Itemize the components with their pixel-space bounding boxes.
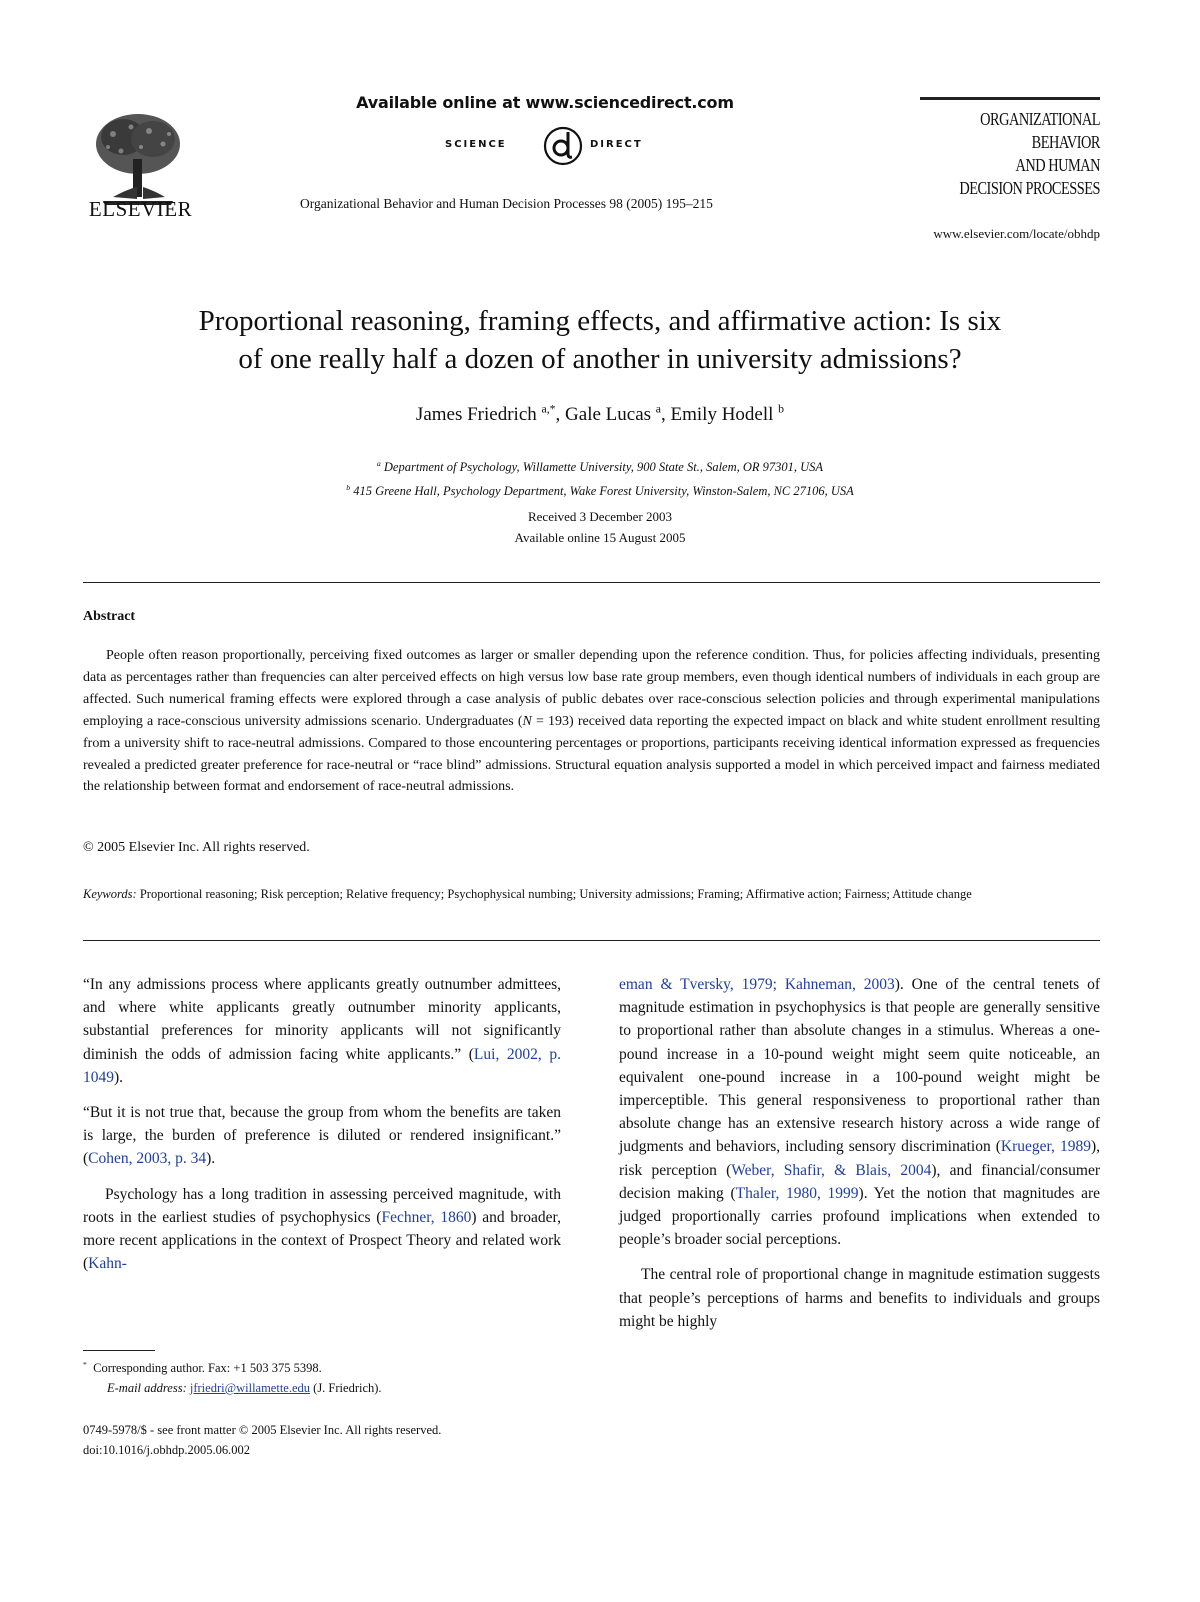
author-list: James Friedrich $^{a,*}$, Gale Lucas $^a$, Emily Hodell $^b$ bbox=[415, 402, 785, 425]
author-affil-mark[interactable]: a,* bbox=[541, 402, 556, 416]
citation-link[interactable]: Kahn- bbox=[88, 1255, 127, 1273]
affiliation-text: 415 Greene Hall, Psychology Department, Wake Forest University, Winston-Salem, NC 27106, USA bbox=[353, 484, 854, 498]
quote-text: ). bbox=[206, 1150, 216, 1168]
affiliation bbox=[60, 460, 1140, 475]
email-note bbox=[83, 1378, 563, 1398]
abstract-copyright: © 2005 Elsevier Inc. All rights reserved. bbox=[83, 840, 310, 855]
corresponding-author-note bbox=[83, 1358, 563, 1378]
sd-logo-left-text: SCIENCE bbox=[445, 139, 507, 150]
citation-link[interactable]: eman & Tversky, 1979; Kahneman, 2003 bbox=[619, 976, 895, 993]
author-name: Gale Lucas bbox=[565, 404, 652, 425]
available-online-banner: Available online at www.sciencedirect.com bbox=[356, 93, 734, 112]
paper-title bbox=[60, 302, 1140, 378]
footnote-text: Corresponding author. Fax: +1 503 375 5398. bbox=[93, 1361, 322, 1375]
keywords-label: Keywords: bbox=[83, 887, 137, 901]
journal-name-line: DECISION PROCESSES bbox=[959, 178, 1100, 198]
body-paragraph bbox=[83, 1183, 561, 1276]
abstract-text-part: = 193) received data reporting the expected impact on black and white student enrollment resulting from a university shift to race-neutral admissions. Compared to those encountering percentages or proportions, participants receiving identical information expressed as frequencies revealed a predicted greater preference for race-neutral or “race blind” admissions. Structural equation analysis supported a model in which perceived impact and fairness mediated the relationship between format and endorsement of race-neutral admissions. bbox=[83, 713, 1100, 795]
received-date: Received 3 December 2003 bbox=[527, 509, 673, 524]
paragraph-text: ) and broader, more recent applications in the context of Prospect Theory and related work ( bbox=[83, 1208, 561, 1273]
paragraph-text: Psychology has a long tradition in assessing perceived magnitude, with roots in the earliest studies of psychophysics ( bbox=[83, 1185, 561, 1226]
quote-text: ). bbox=[114, 1068, 124, 1086]
title-line: of one really half a dozen of another in university admissions? bbox=[238, 343, 962, 375]
citation-link[interactable]: Cohen, 2003, p. 34 bbox=[88, 1150, 207, 1168]
keywords bbox=[83, 883, 1100, 905]
body-paragraph: The central role of proportional change in magnitude estimation suggests that people’s perceptions of harms and benefits to individuals and groups might be highly bbox=[619, 1266, 1100, 1330]
journal-name-line: ORGANIZATIONAL bbox=[980, 109, 1100, 129]
email-label: E-mail address: bbox=[107, 1381, 187, 1395]
abstract-heading: Abstract bbox=[83, 609, 136, 624]
journal-name-line: BEHAVIOR bbox=[1031, 132, 1100, 152]
keywords-text: Proportional reasoning; Risk perception; Relative frequency; Psychophysical numbing; University admissions; Framing; Affirmative action; Fairness; Attitude change bbox=[139, 887, 972, 901]
body-column-left bbox=[83, 973, 561, 1287]
epigraph-quote bbox=[83, 1101, 561, 1171]
citation-link[interactable]: Lui, 2002, p. 1049 bbox=[83, 1045, 562, 1086]
author-affil-mark[interactable]: b bbox=[778, 402, 785, 416]
body-paragraph bbox=[619, 973, 1100, 1251]
author-affil-mark[interactable]: a bbox=[655, 402, 662, 416]
journal-name-box bbox=[920, 97, 1100, 200]
doi-line[interactable]: doi:10.1016/j.obhdp.2005.06.002 bbox=[83, 1443, 251, 1457]
paragraph-text: ). Yet the notion that magnitudes are judged proportionally carries profound implications when extended to people’s broader social perceptions. bbox=[619, 1184, 1100, 1249]
citation-link[interactable]: Thaler, 1980, 1999 bbox=[735, 1184, 859, 1202]
footnote bbox=[83, 1358, 563, 1398]
footnote-mark: * bbox=[83, 1359, 87, 1369]
body-column-right bbox=[619, 973, 1100, 1345]
affiliation-mark: b bbox=[346, 482, 351, 492]
journal-citation: Organizational Behavior and Human Decision Processes 98 (2005) 195–215 bbox=[300, 196, 713, 211]
author-name: Emily Hodell bbox=[670, 404, 774, 425]
journal-name-line: AND HUMAN bbox=[1015, 155, 1100, 175]
affiliation bbox=[60, 484, 1140, 499]
abstract-text bbox=[83, 645, 1100, 798]
email-link[interactable]: jfriedri@willamette.edu bbox=[189, 1381, 311, 1395]
publisher-name: ELSEVIER bbox=[88, 197, 193, 221]
citation-link[interactable]: Weber, Shafir, & Blais, 2004 bbox=[731, 1161, 932, 1179]
title-line: Proportional reasoning, framing effects, and affirmative action: Is six bbox=[198, 305, 1002, 337]
citation-link[interactable]: Krueger, 1989 bbox=[1000, 1138, 1091, 1156]
front-matter bbox=[83, 1420, 583, 1460]
quote-text: “But it is not true that, because the group from whom the benefits are taken is large, the burden of preference is diluted or rendered insignificant.” ( bbox=[83, 1104, 561, 1168]
issn-line: 0749-5978/$ - see front matter © 2005 Elsevier Inc. All rights reserved. bbox=[83, 1423, 442, 1437]
citation-link[interactable]: Fechner, 1860 bbox=[381, 1208, 472, 1226]
online-date: Available online 15 August 2005 bbox=[514, 530, 686, 545]
epigraph-quote bbox=[83, 973, 561, 1089]
affiliation-text: Department of Psychology, Willamette University, 900 State St., Salem, OR 97301, USA bbox=[383, 460, 824, 474]
n-symbol: N bbox=[522, 713, 532, 729]
divider bbox=[83, 582, 1100, 583]
author-name: James Friedrich bbox=[415, 404, 537, 425]
journal-url[interactable]: www.elsevier.com/locate/obhdp bbox=[933, 226, 1100, 241]
email-suffix: (J. Friedrich). bbox=[313, 1381, 382, 1395]
paragraph-text: ), and financial/consumer decision making ( bbox=[619, 1161, 1101, 1202]
abstract-text-part: People often reason proportionally, perceiving fixed outcomes as larger or smaller depending upon the reference condition. Thus, for policies affecting individuals, presenting data as percentages rather than frequencies can alter perceived effects on high versus low base rate group members, even though identical numbers of individuals in each group are affected. Such numerical framing effects were explored through a case analysis of public debates over race-conscious selection policies and through experimental manipulations employing a race-conscious university admissions scenario. Undergraduates ( bbox=[83, 648, 1100, 729]
sciencedirect-at-logo-icon bbox=[541, 124, 585, 168]
sd-logo-right-text: DIRECT bbox=[590, 139, 643, 150]
quote-text: “In any admissions process where applicants greatly outnumber admittees, and where white applicants greatly outnumber minority applicants, substantial preferences for minority applicants will not significantly diminish the odds of admission facing white applicants.” ( bbox=[83, 976, 561, 1063]
divider bbox=[83, 940, 1100, 941]
footnote-divider bbox=[83, 1350, 155, 1351]
affiliation-mark: a bbox=[376, 458, 381, 468]
paragraph-text: ), risk perception ( bbox=[619, 1138, 1100, 1179]
paragraph-text: ). One of the central tenets of magnitude estimation in psychophysics is that people are generally sensitive to proportional rather than absolute changes in a stimulus. Whereas a one-pound increase in a 10-pound weight might seem quite noticeable, an equivalent one-pound increase in a 100-pound weight might be imperceptible. This general responsiveness to proportional rather than absolute change has an extensive research history across a wide range of judgments and behaviors, including sensory discrimination ( bbox=[619, 976, 1100, 1156]
